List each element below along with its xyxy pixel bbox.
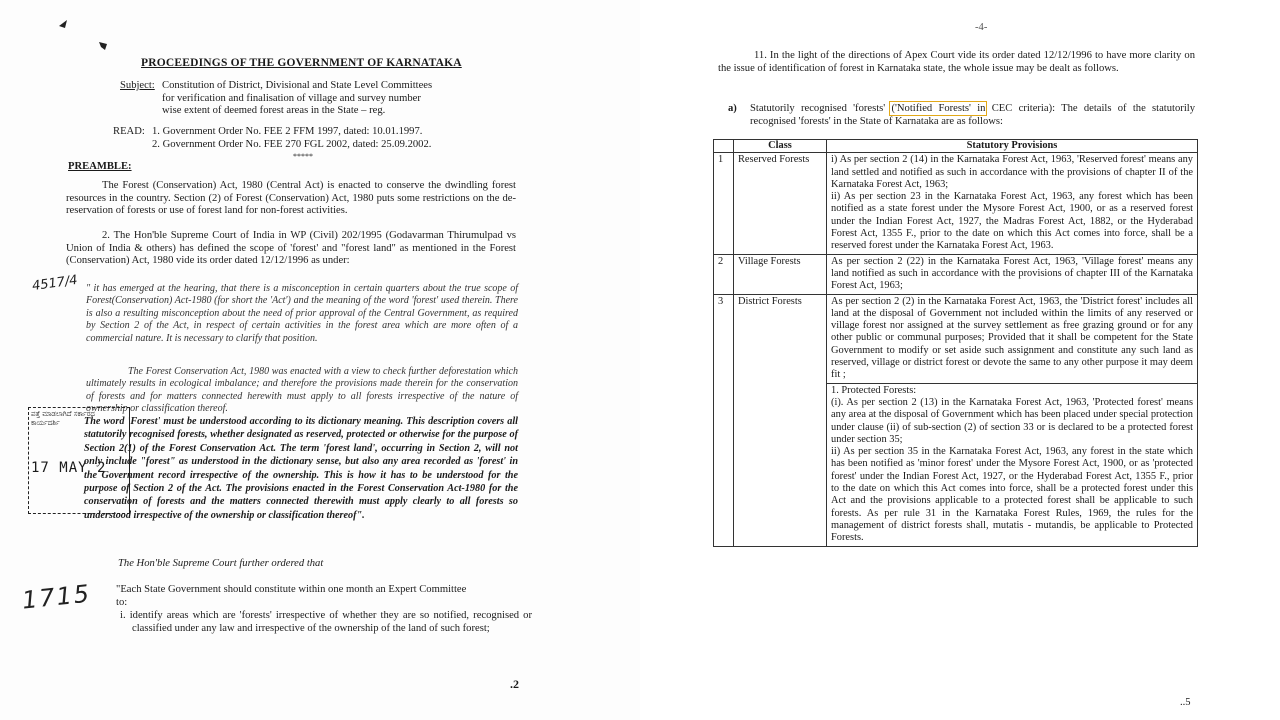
provision-text: ii) As per section 23 in the Karnataka Forest Act, 1963, any forest which has been notified as a state forest under the Mysore Forest Act, 1900, or as a reserved forest under the Indian Forest Act, 1927, the Madras Forest Act, 1882, or the Hyderabad Forest Act, 1355 F., prior to the date on which this Act comes into force, shall be a reserved forest under the Karnataka Forest Act, 1963.	[831, 191, 1193, 252]
read-item: 1. Government Order No. FEE 2 FFM 1997, dated: 10.01.1997.	[152, 126, 423, 137]
row-number: 1	[714, 153, 734, 254]
statutory-provisions-table	[713, 139, 1198, 547]
right-page	[640, 0, 1280, 720]
table-row	[714, 153, 1198, 254]
further-ordered-text: The Hon'ble Supreme Court further ordered that	[118, 558, 324, 569]
subject-line: for verification and finalisation of village and survey number	[162, 92, 421, 104]
table-header-blank	[714, 140, 734, 153]
court-quote-2: The Forest Conservation Act, 1980 was enacted with a view to check further deforestation which ultimately results in ecological imbalance; and therefore the provisions made therein for the conservation of forests and for matters connected herewith must apply to all forests irrespective of the nature of ownership or classification thereof.	[86, 366, 518, 415]
notified-forests-highlight: ('Notified Forests' in	[891, 103, 986, 114]
subject-label: Subject:	[120, 80, 155, 91]
read-item: 2. Government Order No. FEE 270 FGL 2002, dated: 25.09.2002.	[152, 138, 432, 150]
table-header-provisions: Statutory Provisions	[827, 140, 1198, 153]
stamp-date: 17 MAY 2	[31, 460, 107, 476]
table-row	[714, 294, 1198, 383]
row-class: District Forests	[734, 294, 827, 546]
table-header-row	[714, 140, 1198, 153]
list-item-1: i. identify areas which are 'forests' irrespective of whether they are so notified, recognised or classified under any law and irrespective of the ownership of the land of such forest;	[120, 610, 532, 634]
expert-committee-quote: "Each State Government should constitute within one month an Expert Committee to:	[116, 584, 467, 608]
court-quote-3: The word 'Forest' must be understood according to its dictionary meaning. This description covers all statutorily recognised forests, whether designated as reserved, protected or otherwise for the purpose of Section 2(1) of the Forest Conservation Act. The term 'forest land', occurring in Section 2, will not only include "forest" as understood in the dictionary sense, but also any area recorded as 'forest' in the Government record irrespective of the ownership. This is how it has to be understood for the purpose of Section 2 of the Act. The provisions enacted in the Forest Conservation Act-1980 for the conservation of forests and the matters connected therewith must apply clearly to all forests so understood irrespective of the ownership or classification thereof".	[84, 416, 518, 521]
stamp-text: ಪತ್ತೆ ಮಾಡಲಾಗಿದೆ ಸರ್ಕಾರದ ಕಾರ್ಯದರ್ಶಿ	[31, 410, 95, 427]
preamble-paragraph-1: The Forest (Conservation) Act, 1980 (Central Act) is enacted to conserve the dwindling forest resources in the country. Section (2) of Forest (Conservation) Act, 1980 puts some restrictions on the de-reservation of forests or use of forest land for non-forest activities.	[66, 180, 516, 217]
row-provisions	[827, 294, 1198, 383]
row-provisions	[827, 153, 1198, 254]
provision-text: As per section 2 (2) in the Karnataka Forest Act, 1963, the 'District forest' includes all land at the disposal of Government not included within the limits of any reserved or village forest nor assigned at the survey settlement as free grazing ground or for any other public or communal purposes; Provided that it shall be competent for the State Government to modify or set aside such assignment and constitute any such land as reserved, village or district forest or devote the same to any other purpose it may deem fit ;	[831, 295, 1193, 381]
page-title: PROCEEDINGS OF THE GOVERNMENT OF KARNATAKA	[141, 57, 462, 69]
page-number: .2	[510, 677, 519, 691]
read-label: READ:	[113, 126, 145, 137]
read-list	[152, 126, 431, 151]
preamble-paragraph-2: 2. The Hon'ble Supreme Court of India in WP (Civil) 202/1995 (Godavarman Thirumulpad vs Union of India & others) has defined the scope of 'forest' and "forest land" as mentioned in the Forest (Conservation) Act, 1980 vide its order dated 12/12/1996 as under:	[66, 230, 516, 267]
row-class: Reserved Forests	[734, 153, 827, 254]
provision-text: As per section 2 (22) in the Karnataka Forest Act, 1963, 'Village forest' means any land notified as such in accordance with the provisions of chapter III of the Karnataka Forest Act, 1963;	[831, 255, 1193, 292]
scan-mark-graphic	[55, 16, 125, 56]
item-a-text-start: Statutorily recognised 'forests'	[750, 103, 892, 114]
separator-stars: *****	[293, 152, 313, 161]
item-a-text-end: CEC criteria): The details of the statutorily recognised 'forests' in the State of Karnataka are as follows:	[750, 103, 1195, 127]
item-a-label: a)	[728, 103, 737, 114]
handwritten-note: 4517/4	[31, 272, 79, 295]
row-class: Village Forests	[734, 254, 827, 294]
provision-heading: 1. Protected Forests:	[831, 384, 917, 396]
row-provisions	[827, 254, 1198, 294]
provision-text: (i). As per section 2 (13) in the Karnataka Forest Act, 1963, 'Protected forest' means any area at the disposal of Government which has been placed under special protection under clause (ii) of sub-section (2) of section 33 or is declared to be a protected forest under section 35;	[831, 396, 1193, 445]
row-provisions	[827, 383, 1198, 546]
provision-text: i) As per section 2 (14) in the Karnataka Forest Act, 1963, 'Reserved forest' means any land settled and notified as such in accordance with the provisions of chapter II of the Karnataka Forest Act, 1963;	[831, 154, 1193, 190]
subject-line: wise extent of deemed forest areas in the State – reg.	[162, 105, 386, 117]
subject-line: Constitution of District, Divisional and State Level Committees	[162, 80, 433, 91]
subject-text	[162, 80, 432, 118]
provision-text: ii) As per section 35 in the Karnataka Forest Act, 1963, any forest in the state which has been notified as 'minor forest' under the Mysore Forest Act, 1900, or as 'protected forest' under the Indian Forest Act, 1927, or the Hyderabad Forest Act, 1355 F., prior to the date on which this Act comes into force, shall be a protected forest under this Act and the provisions applicable to a protected forest shall be applicable to such forests. As per rule 31 in the Karnataka Forest Rules, 1969, the rules for the management of district forests shall, mutatis - mutandis, be applicable to Protected Forests.	[831, 446, 1193, 544]
preamble-heading: PREAMBLE:	[68, 161, 132, 172]
item-a-text	[750, 103, 1195, 128]
paragraph-11: 11. In the light of the directions of Apex Court vide its order dated 12/12/1996 to have more clarity on the issue of identification of forest in Karnataka state, the whole issue may be dealt as follows.	[718, 50, 1195, 74]
row-number: 2	[714, 254, 734, 294]
office-stamp	[28, 407, 130, 514]
handwritten-number: 1715	[20, 579, 93, 615]
row-number: 3	[714, 294, 734, 546]
page-header: -4-	[975, 22, 988, 33]
table-row	[714, 254, 1198, 294]
page-number: ..5	[1180, 697, 1191, 708]
court-quote-1: " it has emerged at the hearing, that there is a misconception in certain quarters about the true scope of Forest(Conservation) Act-1980 (for short the 'Act') and the meaning of the word 'forest' used therein. There is also a resulting misconception about the need of prior approval of the Central Government, as required by Section 2 of the Act, in respect of certain activities in the forest area which are more often of a commercial nature. It is necessary to clarify that position.	[86, 283, 518, 344]
table-header-class: Class	[734, 140, 827, 153]
